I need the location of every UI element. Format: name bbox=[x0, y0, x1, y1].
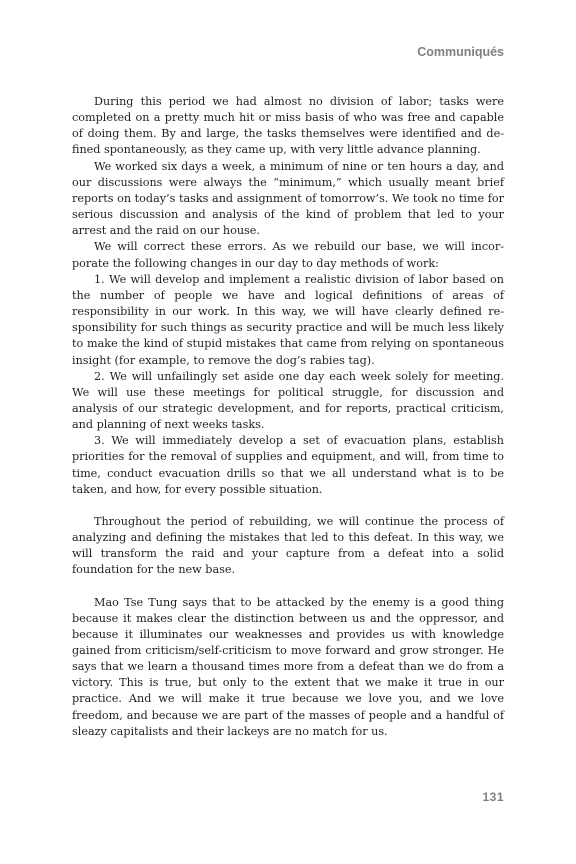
page-number: 131 bbox=[482, 790, 504, 804]
list-item-evacuation-plans: 3. We will immediately develop a set of evacuation plans, establish priorities for the removal of supplies and equipment, and will, from time to time, conduct evacuation drills so that we all understand what is to be taken, and how, for every possible situation. bbox=[72, 434, 504, 496]
list-item-meetings: 2. We will unfailingly set aside one day each week solely for meeting. We will use these meetings for political struggle, for discussion and analysis of our strategic development, and for reports, practical criticism, and planning of next weeks tasks. bbox=[72, 369, 504, 432]
running-head: Communiqués bbox=[417, 45, 504, 59]
paragraph-correct-errors: We will correct these errors. As we rebuild our base, we will incorporate the following changes in our day to day methods of work: bbox=[72, 240, 504, 270]
paragraph-division-of-labor: During this period we had almost no division of labor; tasks were completed on a pretty much hit or miss basis of who was free and capable of doing them. By and large, the tasks themselves were identified and defined spontaneously, as they came up, with very little advance planning. bbox=[72, 95, 504, 157]
paragraph-work-schedule: We worked six days a week, a minimum of nine or ten hours a day, and our discussions were always the “minimum,” which usually meant brief reports on today’s tasks and assignment of tomorrow’s. We took no time for serious discussion and analysis of the kind of problem that led to your arrest and the raid on our house. bbox=[72, 159, 504, 238]
list-item-division-of-labor: 1. We will develop and implement a realistic division of labor based on the number of people we have and logical definitions of areas of responsibility in our work. In this way, we will have clearly defined responsibility for such things as security practice and will be much less likely to make the kind of stupid mistakes that came from relying on spontaneous insight (for example, to remove the dog’s rabies tag). bbox=[72, 272, 504, 367]
body-text bbox=[72, 94, 504, 740]
paragraph-mao-quote: Mao Tse Tung says that to be attacked by the enemy is a good thing because it makes clear the distinction between us and the oppressor, and because it illuminates our weaknesses and provides us with knowledge gained from criticism/self-criticism to move forward and grow stronger. He says that we learn a thousand times more from a defeat than we do from a victory. This is true, but only to the extent that we make it true in our practice. And we will make it true because we love you, and we love freedom, and because we are part of the masses of people and a handful of sleazy capitalists and their lackeys are no match for us. bbox=[72, 595, 504, 738]
paragraph-rebuilding: Throughout the period of rebuilding, we will continue the process of analyzing and defining the mistakes that led to this defeat. In this way, we will transform the raid and your capture from a defeat into a solid foundation for the new base. bbox=[72, 514, 504, 577]
